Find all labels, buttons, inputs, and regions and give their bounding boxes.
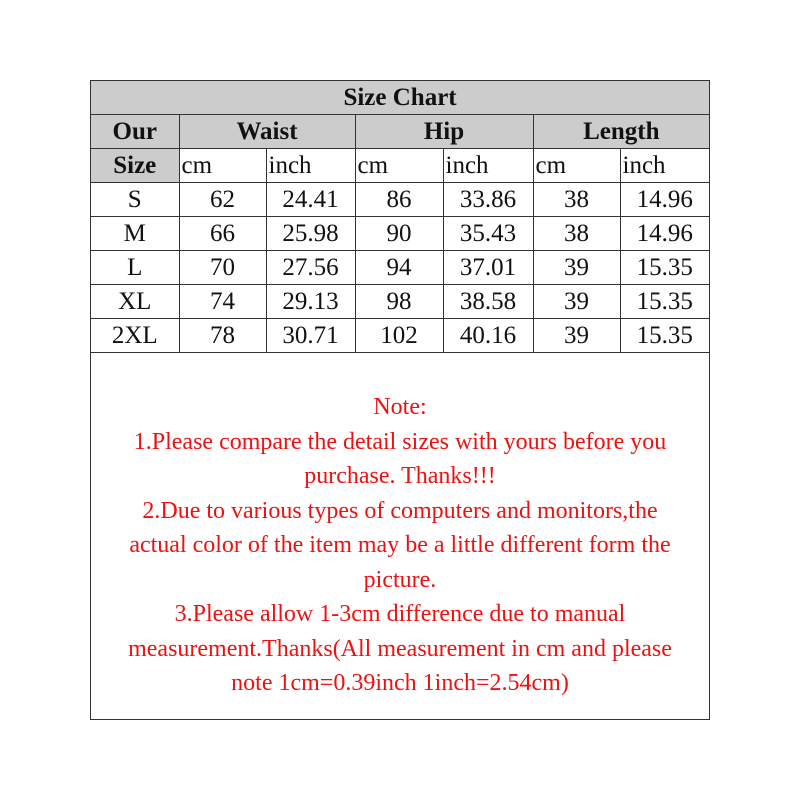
waist-cm-cell: 70 (179, 251, 266, 285)
length-inch-header: inch (620, 149, 709, 183)
size-column-header-top: Our (91, 115, 179, 149)
hip-cm-cell: 102 (355, 319, 443, 353)
hip-inch-cell: 40.16 (443, 319, 533, 353)
waist-inch-cell: 27.56 (266, 251, 355, 285)
table-row (91, 183, 709, 217)
note-line: picture. (363, 566, 437, 593)
length-inch-cell: 14.96 (620, 183, 709, 217)
length-cm-cell: 39 (533, 319, 620, 353)
hip-cm-cell: 86 (355, 183, 443, 217)
length-cm-cell: 38 (533, 217, 620, 251)
waist-inch-cell: 25.98 (266, 217, 355, 251)
length-inch-cell: 15.35 (620, 285, 709, 319)
length-header: Length (533, 115, 709, 149)
length-cm-header: cm (533, 149, 620, 183)
waist-inch-cell: 30.71 (266, 319, 355, 353)
size-cell: XL (91, 285, 179, 319)
waist-inch-cell: 29.13 (266, 285, 355, 319)
hip-cm-cell: 90 (355, 217, 443, 251)
length-cm-cell: 38 (533, 183, 620, 217)
notes-block (91, 390, 709, 701)
size-cell: M (91, 217, 179, 251)
table-row (91, 251, 709, 285)
hip-inch-cell: 35.43 (443, 217, 533, 251)
table-row (91, 285, 709, 319)
hip-cm-cell: 94 (355, 251, 443, 285)
waist-inch-cell: 24.41 (266, 183, 355, 217)
size-column-header-bottom: Size (91, 149, 179, 183)
note-line: 2.Due to various types of computers and monitors,the (142, 497, 658, 524)
group-header-row (91, 115, 709, 149)
length-cm-cell: 39 (533, 251, 620, 285)
note-heading: Note: (373, 394, 427, 420)
note-line: note 1cm=0.39inch 1inch=2.54cm) (231, 670, 569, 696)
hip-cm-header: cm (355, 149, 443, 183)
note-line: 1.Please compare the detail sizes with yours before you (133, 428, 667, 455)
title-row (91, 81, 709, 115)
size-table (91, 81, 709, 353)
length-inch-cell: 15.35 (620, 319, 709, 353)
hip-cm-cell: 98 (355, 285, 443, 319)
unit-header-row (91, 149, 709, 183)
size-cell: 2XL (91, 319, 179, 353)
note-line: actual color of the item may be a little different form the (129, 532, 671, 558)
waist-cm-cell: 78 (179, 319, 266, 353)
length-inch-cell: 14.96 (620, 217, 709, 251)
hip-inch-cell: 38.58 (443, 285, 533, 319)
waist-cm-cell: 74 (179, 285, 266, 319)
waist-inch-header: inch (266, 149, 355, 183)
note-line: measurement.Thanks(All measurement in cm and please (128, 635, 672, 662)
note-line: purchase. Thanks!!! (304, 463, 496, 489)
hip-inch-header: inch (443, 149, 533, 183)
length-inch-cell: 15.35 (620, 251, 709, 285)
hip-inch-cell: 33.86 (443, 183, 533, 217)
waist-header: Waist (179, 115, 355, 149)
hip-inch-cell: 37.01 (443, 251, 533, 285)
length-cm-cell: 39 (533, 285, 620, 319)
waist-cm-cell: 66 (179, 217, 266, 251)
table-row (91, 217, 709, 251)
waist-cm-cell: 62 (179, 183, 266, 217)
note-line: 3.Please allow 1-3cm difference due to manual (174, 601, 626, 627)
table-row (91, 319, 709, 353)
size-chart (90, 80, 710, 720)
waist-cm-header: cm (179, 149, 266, 183)
size-cell: L (91, 251, 179, 285)
hip-header: Hip (355, 115, 533, 149)
size-cell: S (91, 183, 179, 217)
table-title: Size Chart (91, 81, 709, 115)
